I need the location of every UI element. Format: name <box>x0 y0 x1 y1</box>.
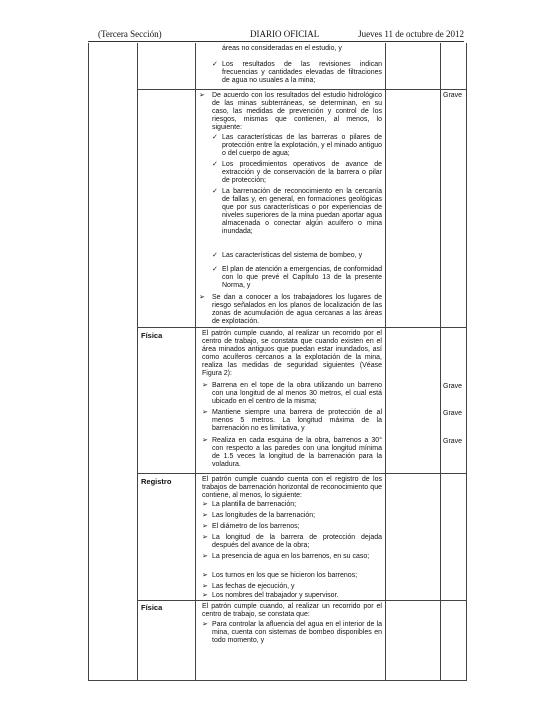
row5-intro: El patrón cumple cuando, al realizar un recorrido por el centro de trabajo, se constata que: <box>202 603 382 619</box>
row2-intro: De acuerdo con los resultados del estudio hidrológico de las minas subterráneas, se determinan, en su caso, las medidas de prevención y control de los riesgos, mismas que contienen, al menos, lo siguiente: <box>212 92 382 132</box>
row4-item: La presencia de agua en los barrenos, en su caso; <box>212 553 370 560</box>
row4-item: Las longitudes de la barrenación; <box>212 512 316 519</box>
check-bullet: ✓ <box>212 188 218 195</box>
row-divider-1 <box>137 89 466 90</box>
arrow-bullet: ➢ <box>202 512 208 519</box>
publication-title: DIARIO OFICIAL <box>250 29 320 39</box>
arrow-bullet: ➢ <box>202 501 208 508</box>
severity-badge: Grave <box>443 438 463 445</box>
row3-item: Realiza en cada esquina de la obra, barrenos a 30° con respecto a las paredes con una longitud mínima de 1.5 veces la longitud de la barrenación para la voladura. <box>212 437 382 469</box>
arrow-bullet: ➢ <box>199 294 205 301</box>
verification-type-label: Física <box>141 331 163 340</box>
row5-item: Para controlar la afluencia del agua en el interior de la mina, cuenta con sistemas de bombeo disponibles en todo momento, y <box>212 621 382 645</box>
arrow-bullet: ➢ <box>202 523 208 530</box>
arrow-bullet: ➢ <box>202 382 208 389</box>
row2-item: El plan de atención a emergencias, de conformidad con lo que prevé el Capítulo 13 de la presente Norma, y <box>222 266 382 290</box>
row2-closing: Se dan a conocer a los trabajadores los lugares de riesgo señalados en los planos de localización de las zonas de acumulación de agua cercanas a las áreas de explotación. <box>212 294 382 326</box>
row1-item: Los resultados de las revisiones indican frecuencias y cantidades elevadas de filtraciones de agua no usuales a la mina; <box>222 61 382 85</box>
column-divider-2 <box>195 43 196 680</box>
row2-item: Los procedimientos operativos de avance de extracción y de conservación de la barrera o pilar de protección; <box>222 161 382 185</box>
row-divider-4 <box>137 600 466 601</box>
arrow-bullet: ➢ <box>202 572 208 579</box>
arrow-bullet: ➢ <box>202 583 208 590</box>
verification-type-label: Física <box>141 603 163 612</box>
check-bullet: ✓ <box>212 252 218 259</box>
row3-item: Mantiene siempre una barrera de protección de al menos 5 metros. La longitud máxima de la barrenación no es limitativa, y <box>212 409 382 433</box>
publication-date: Jueves 11 de octubre de 2012 <box>358 29 464 39</box>
row2-item: Las características del sistema de bombeo, y <box>222 252 363 259</box>
arrow-bullet: ➢ <box>202 621 208 628</box>
row4-item: Los turnos en los que se hicieron los barrenos; <box>212 572 358 579</box>
severity-badge: Grave <box>443 383 463 390</box>
arrow-bullet: ➢ <box>202 437 208 444</box>
row2-item: La barrenación de reconocimiento en la cercanía de fallas y, en general, en formaciones geológicas que por sus características o por experiencias de niveles superiores de la mina puedan aportar agua almacenada o conectar algún acuífero o mina inundada; <box>222 188 382 236</box>
page-header <box>88 26 464 42</box>
row4-item: Los nombres del trabajador y supervisor. <box>212 592 339 599</box>
row4-intro: El patrón cumple cuando cuenta con el registro de los trabajos de barrenación horizontal de reconocimiento que contiene, al menos, lo siguiente: <box>202 476 382 500</box>
row4-item: La plantilla de barrenación; <box>212 501 297 508</box>
column-divider-1 <box>137 43 138 680</box>
check-bullet: ✓ <box>212 161 218 168</box>
check-bullet: ✓ <box>212 134 218 141</box>
section-label: (Tercera Sección) <box>98 29 162 39</box>
column-divider-4 <box>440 43 441 680</box>
arrow-bullet: ➢ <box>202 534 208 541</box>
verification-type-label: Registro <box>141 477 172 486</box>
row3-item: Barrena en el tope de la obra utilizando un barreno con una longitud de al menos 30 metros, el cual está ubicado en el centro de la misma; <box>212 382 382 406</box>
severity-badge: Grave <box>443 92 463 99</box>
severity-badge: Grave <box>443 410 463 417</box>
arrow-bullet: ➢ <box>202 409 208 416</box>
row2-item: Las características de las barreras o pilares de protección entre la explotación, y el minado antiguo o del cuerpo de agua; <box>222 134 382 158</box>
row4-item: Las fechas de ejecución, y <box>212 583 295 590</box>
header-rule <box>88 41 464 42</box>
row4-item: El diámetro de los barrenos; <box>212 523 300 530</box>
row4-item: La longitud de la barrera de protección dejada después del avance de la obra; <box>212 534 382 550</box>
column-divider-3 <box>385 43 386 680</box>
verification-table <box>88 43 467 681</box>
arrow-bullet: ➢ <box>199 92 205 99</box>
row-divider-2 <box>137 327 466 328</box>
arrow-bullet: ➢ <box>202 553 208 560</box>
check-bullet: ✓ <box>212 61 218 68</box>
row3-intro: El patrón cumple cuando, al realizar un recorrido por el centro de trabajo, se constata que cuando existen en el área minados antiguos que puedan estar inundados, así como acuíferos cercanos a la explotación de la mina, realiza las medidas de seguridad siguientes (Véase Figura 2): <box>202 330 382 378</box>
row1-continuation: áreas no consideradas en el estudio, y <box>222 45 342 52</box>
row-divider-3 <box>137 473 466 474</box>
arrow-bullet: ➢ <box>202 592 208 599</box>
check-bullet: ✓ <box>212 266 218 273</box>
